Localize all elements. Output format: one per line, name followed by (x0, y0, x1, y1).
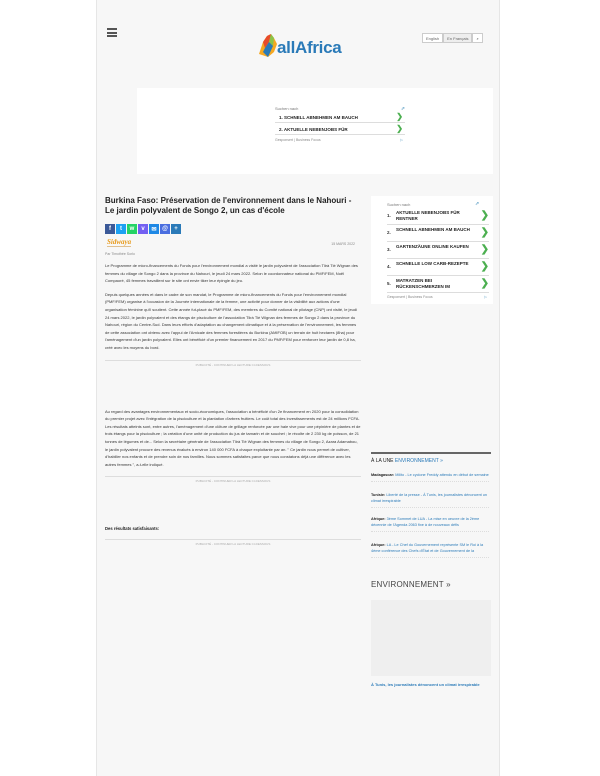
news-tag: Afrique: (371, 543, 386, 547)
news-item[interactable] (371, 492, 489, 508)
search-icon[interactable]: ⌕ (472, 33, 482, 43)
ad-item-text: AKTUELLE NEBENJOBS FÜR RENTNER (396, 210, 460, 221)
hamburger-menu-icon[interactable] (107, 28, 117, 37)
ad-item-number: 1. (279, 115, 283, 120)
ad-info-icon[interactable]: ▷ (484, 295, 487, 299)
ad-item-number: 2. (387, 230, 391, 235)
source-logo[interactable]: Sidwaya (107, 238, 132, 246)
site-header (97, 0, 501, 62)
chevron-right-icon: ❯ (480, 210, 489, 221)
chevron-right-icon: ❯ (480, 278, 489, 289)
inline-ad (105, 539, 361, 559)
a-la-une-label: À LA UNE (371, 458, 394, 464)
page-container (96, 0, 500, 776)
twitter-share-icon[interactable]: t (116, 224, 126, 234)
ad-footer (275, 138, 405, 142)
a-la-une-heading (371, 458, 491, 464)
sms-share-icon[interactable]: ✉ (149, 224, 159, 234)
language-switcher (422, 33, 483, 43)
lang-french-button[interactable]: En Français (443, 33, 472, 43)
logo-africa-icon (257, 32, 279, 58)
inline-ad (105, 476, 361, 506)
article-subheading: Des résultats satisfaisants: (105, 526, 160, 532)
chevron-right-icon: ❯ (480, 244, 489, 255)
news-tag: Tunisie: (371, 493, 386, 497)
article (105, 196, 361, 559)
ad-footer-text: Gesponsert | Business Focus (275, 138, 321, 142)
ad-item-text: SCHNELL ABNEHMEN AM BAUCH (284, 115, 358, 120)
ad-item-text: MATRATZEN BEI RÜCKENSCHMERZEN IM (396, 278, 450, 289)
logo-text: allAfrica (277, 38, 342, 57)
ad-item-number: 3. (387, 247, 391, 252)
article-date: 15 MARS 2022 (331, 242, 355, 246)
ad-item-number: 1. (387, 213, 391, 218)
environment-image-placeholder[interactable] (371, 600, 491, 676)
top-ad-box (137, 88, 493, 174)
ad-search-item[interactable] (387, 276, 489, 293)
ad-search-item[interactable] (275, 125, 405, 135)
ad-item-text: SCHNELLE LOW CARB-REZEPTE (396, 261, 469, 266)
site-logo[interactable] (257, 22, 341, 58)
news-link[interactable]: LA - Le Chef du Gouvernement représente SM le Roi à la 4ème conférence des Chefs d'État et de Gouvernement de la (371, 543, 484, 554)
ad-item-number: 4. (387, 264, 391, 269)
article-title: Burkina Faso: Préservation de l'environnement dans le Nahouri - Le jardin polyvalent de Songo 2, un cas d'école (105, 196, 352, 215)
ad-search-item[interactable] (387, 242, 489, 259)
chevron-right-icon: ❯ (480, 227, 489, 238)
more-share-icon[interactable]: + (171, 224, 181, 234)
environment-story-link[interactable]: À Tunis, les journalistes dénoncent un climat irrespirable (371, 682, 480, 687)
news-item[interactable] (371, 542, 489, 558)
news-link[interactable]: Liberté de la presse - À Tunis, les journalistes dénoncent un climat irrespirable (371, 493, 488, 504)
inline-ad-caption: PUBLICITÉ - CONTINUER LA LECTURE CI-DESSOUS (195, 542, 271, 547)
ad-label: Suchen nach (387, 202, 411, 207)
whatsapp-share-icon[interactable]: w (127, 224, 137, 234)
email-share-icon[interactable]: @ (160, 224, 170, 234)
ad-item-number: 5. (387, 281, 391, 286)
ad-item-number: 2. (279, 127, 283, 132)
article-paragraph: Au regard des avantages environnementaux et socio-économiques, l'association a bénéficié d'un 2e financement en 2020 pour la consolidation du premier projet avec l'intégration de la pisciculture et la plantation d'arbres fruitiers. Le coût total des investissements est de 24 millions FCFA. Les résultats atteints sont, entre autres, l'aménagement d'une clôture de grillage renforcée par une haie vive pour une pépinière de plantes et de trois étangs pour la pisciculture ; la création d'une unité de production du jus de tamarin et de souchet ; le récolte de 2 230 kg de poisson, de 21 tonnes de légumes et de... Selon la secrétaire générale de l'association Tlirà Tiè Wignan des femmes du village de Songo 2, Azara Adamabou, le jardin polyvalent procure des revenus évalués à environ 140 000 FCFA à chaque exploitante par an. " Ce jardin nous permet de cultiver, d'habiller nos enfants et de prendre soin de nos familles. Nous sommes satisfaites parce que nous constatons déjà une différence avec les autres femmes ", a-t-elle indiqué. (105, 408, 361, 467)
source-row (105, 238, 361, 250)
ad-choices-icon[interactable]: ⇗ (400, 106, 405, 112)
inline-ad (105, 360, 361, 404)
a-la-une-section (371, 452, 491, 464)
ad-search-item[interactable] (275, 113, 405, 123)
chevron-right-icon: ❯ (396, 112, 403, 121)
article-byline: Par Timothée Sorlo (105, 252, 135, 256)
news-link[interactable]: Milito - Le cyclone Freddy attendu en début de semaine (395, 473, 489, 477)
ad-item-text: AKTUELLE NEBENJOBS FÜR (283, 127, 348, 132)
ad-label: Suchen nach (275, 106, 299, 111)
ad-choices-icon[interactable]: ⇗ (475, 201, 480, 207)
news-tag: Afrique: (371, 517, 386, 521)
environment-heading[interactable]: ENVIRONNEMENT » (371, 580, 451, 589)
sidebar-ad-box (371, 196, 493, 304)
chevron-right-icon: ❯ (396, 124, 403, 133)
ad-search-item[interactable] (387, 225, 489, 242)
news-item[interactable] (371, 472, 489, 482)
chevron-right-icon: ❯ (480, 261, 489, 272)
ad-search-item[interactable] (387, 208, 489, 225)
lang-english-button[interactable]: English (422, 33, 443, 43)
viber-share-icon[interactable]: v (138, 224, 148, 234)
news-item[interactable] (371, 516, 489, 532)
ad-item-text: SCHNELL ABNEHMEN AM BAUCH (396, 227, 470, 232)
a-la-une-section-link[interactable]: ENVIRONNEMENT » (394, 458, 443, 464)
ad-footer (387, 295, 489, 299)
top-ad-search-list (275, 106, 405, 142)
share-bar (105, 224, 361, 234)
ad-item-text: GARTENZÄUNE ONLINE KAUFEN (396, 244, 469, 249)
article-paragraph: Le Programme de micro-financements du Fonds pour l'environnement mondial a visité le jardin polyvalent de l'association Tlirà Tiè Wignan des femmes du village de Songo 2 dans la province du Nahouri, le jeudi 24 mars 2022. Selon le coordonnateur national du PMF/FEM, Noël Compaoré, 45 femmes travaillent sur le site ont envie tiker leur épingle du jeu. (105, 263, 358, 284)
news-tag: Madagascar: (371, 473, 395, 477)
ad-search-item[interactable] (387, 259, 489, 276)
ad-footer-text: Gesponsert | Business Focus (387, 295, 433, 299)
inline-ad-caption: PUBLICITÉ - CONTINUER LA LECTURE CI-DESSOUS (195, 362, 271, 367)
facebook-share-icon[interactable]: f (105, 224, 115, 234)
article-paragraph: Depuis quelques années et dans le cadre de son mandat, le Programme de micro-financements du Fonds pour l'environnement mondial (PMF/FEM) organise à l'occasion de la Journée internationale de la femme, une activité pour donner de la visibilité aux actions d'une organisation féminine qu'il soutient. Cette année fut-placé du PMF/FEM, des membres du Comité national de pilotage (CNP) ont visité, le jeudi 24 mars 2022, le jardin polyvalent et des étangs de pisciculture de l'association Tlirà Tiè Wignan des femmes de Songo 2 dans la province du Nahouri, région du Centre-Sud. Dans leurs efforts d'adaptation au changement climatique et à la préservation de l'environnement, les femmes de cette association ont obtenu avec l'appui de l'Amicale des femmes forestières du Burkina (AMIFOB) un terrain de huit hectares (8ha) pour l'aménagement d'un jardin polyvalent. Elles ont bénéficié d'un premier financement en 2017 du PMF/FEM pour renforcer leur jardin de 0,8 ha, créé avec les moyens du bord. (105, 291, 358, 350)
news-link[interactable]: 3ème Sommet de LUA - La mise en oeuvre de la 2ème décennie de l'Agenda 2063 fixe à de nouveaux défis (371, 517, 480, 528)
inline-ad-caption: PUBLICITÉ - CONTINUER LA LECTURE CI-DESSOUS (195, 479, 271, 484)
ad-info-icon[interactable]: ▷ (400, 138, 403, 142)
